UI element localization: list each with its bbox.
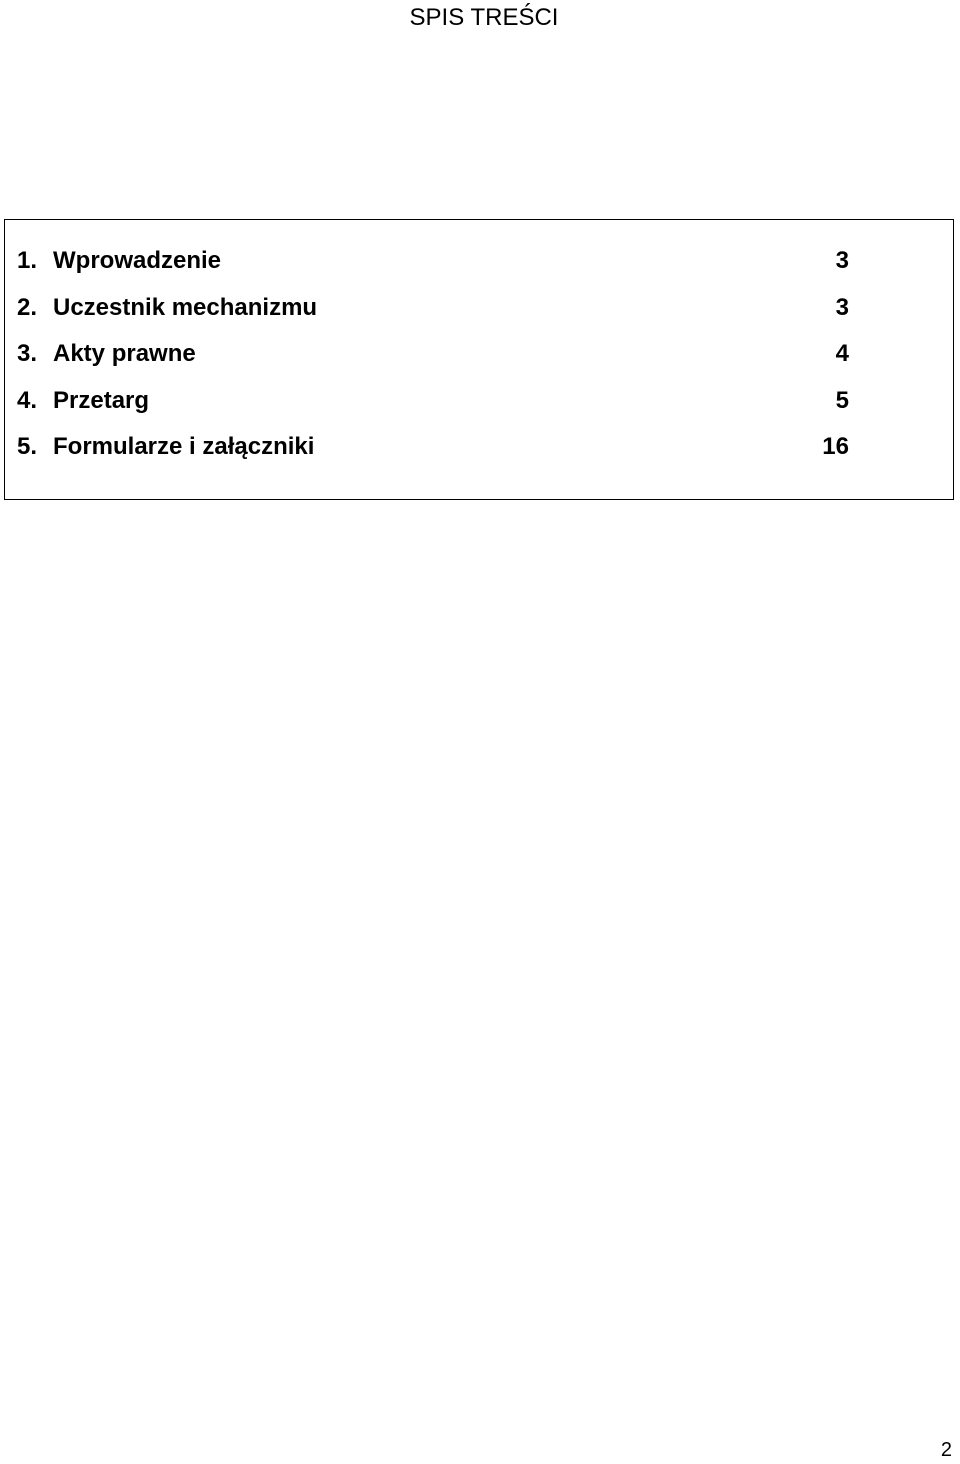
toc-entry-uczestnik-mechanizmu[interactable] [5,291,953,338]
toc-entry-number: 5. [17,433,38,460]
toc-entry-page: 5 [835,386,849,414]
toc-entry-akty-prawne[interactable] [5,337,953,384]
toc-entry-label: Uczestnik mechanizmu [53,293,318,321]
toc-entry-formularze[interactable] [5,430,953,477]
toc-entry-number: 4. [17,386,38,414]
toc-entry-label: Wprowadzenie [53,247,222,274]
toc-entry-number: 2. [17,293,38,321]
toc-entry-label: Akty prawne [53,340,196,367]
toc-entry-page: 16 [822,433,849,460]
page-number: 2 [940,1439,952,1461]
toc-list [5,244,953,477]
toc-entry-page: 4 [835,340,849,367]
toc-entry-przetarg[interactable] [5,384,953,431]
toc-entry-label: Formularze i załączniki [53,433,315,460]
toc-entry-number: 1. [17,247,38,274]
toc-entry-number: 3. [17,340,38,367]
page-title: SPIS TREŚCI [409,4,559,31]
toc-entry-page: 3 [835,247,849,274]
table-of-contents [4,219,954,500]
toc-entry-wprowadzenie[interactable] [5,244,953,291]
toc-entry-label: Przetarg [53,386,150,414]
toc-entry-page: 3 [835,293,849,321]
